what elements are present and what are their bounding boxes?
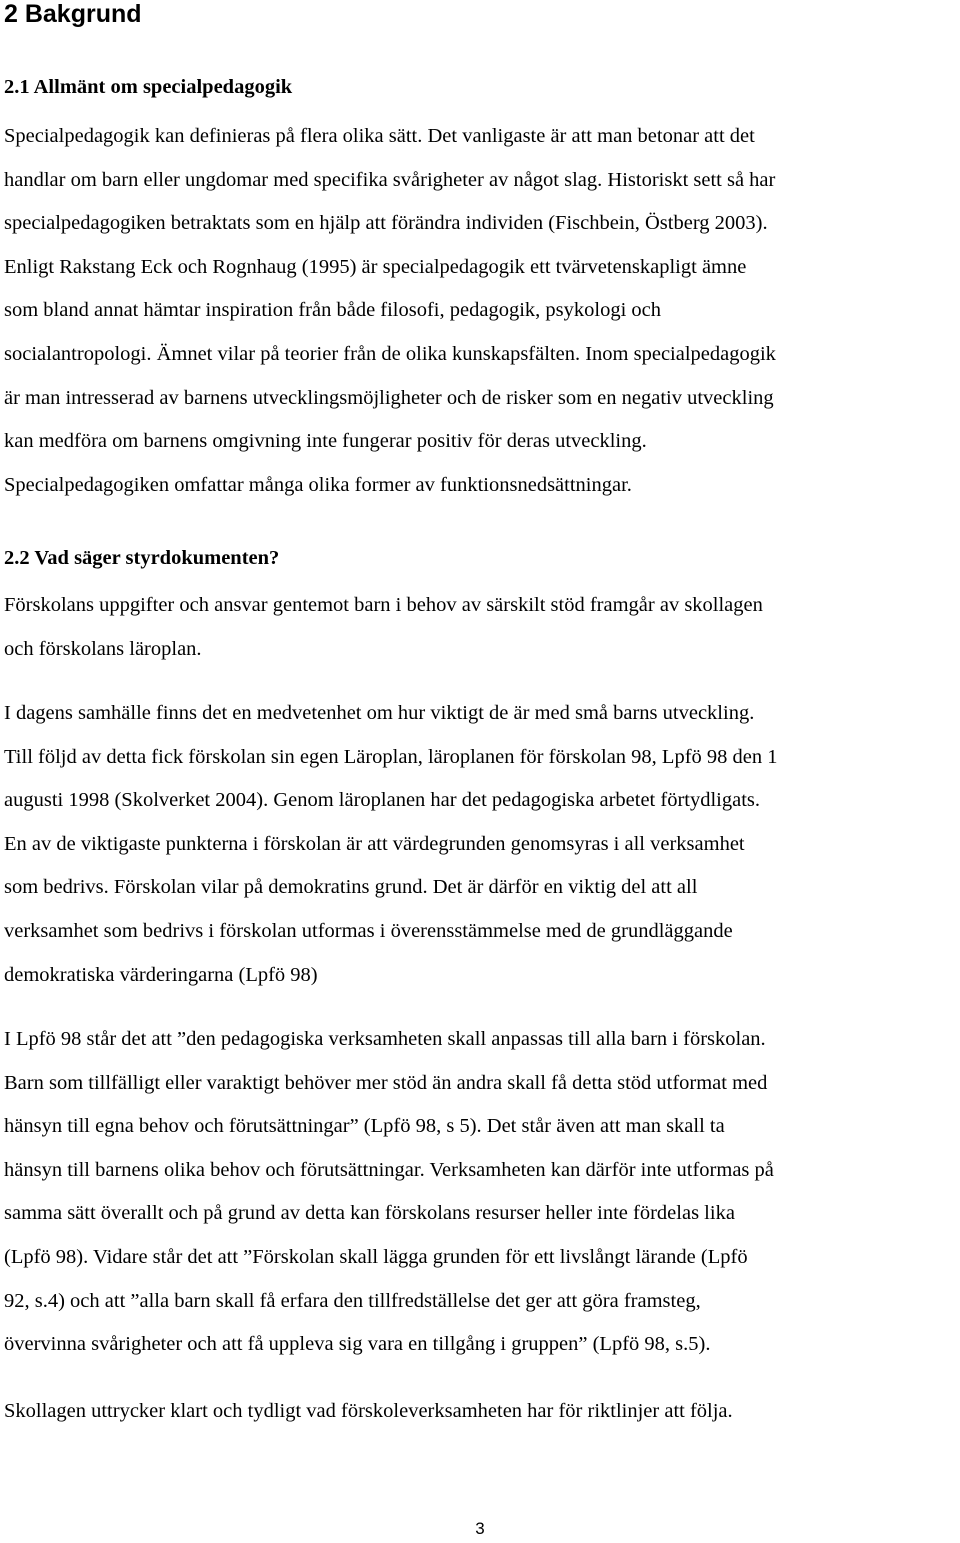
paragraph-specialpedagogik <box>4 115 776 507</box>
paragraph-lpfo-98 <box>4 1018 774 1367</box>
text-line: (Lpfö 98). Vidare står det att ”Förskolan skall lägga grunden för ett livslångt lärande (Lpfö <box>4 1245 748 1268</box>
text-line: övervinna svårigheter och att få uppleva sig vara en tillgång i gruppen” (Lpfö 98, s.5). <box>4 1333 711 1356</box>
text-line: Till följd av detta fick förskolan sin egen Läroplan, läroplanen för förskolan 98, Lpfö 98 den 1 <box>4 745 778 768</box>
chapter-heading: 2 Bakgrund <box>4 0 142 28</box>
text-line: hänsyn till egna behov och förutsättningar” (Lpfö 98, s 5). Det står även att man skall ta <box>4 1115 725 1138</box>
text-line: I dagens samhälle finns det en medvetenhet om hur viktigt de är med små barns utveckling. <box>4 702 755 724</box>
page-number: 3 <box>475 1519 485 1538</box>
text-line: som bland annat hämtar inspiration från både filosofi, pedagogik, psykologi och <box>4 299 661 322</box>
text-line: Skollagen uttrycker klart och tydligt vad förskoleverksamheten har för riktlinjer att följa. <box>4 1400 733 1422</box>
text-line: handlar om barn eller ungdomar med specifika svårigheter av något slag. Historiskt sett så har <box>4 168 776 191</box>
section-heading-1: 2.1 Allmänt om specialpedagogik <box>4 76 293 98</box>
text-line: verksamhet som bedrivs i förskolan utformas i överensstämmelse med de grundläggande <box>4 919 733 942</box>
text-line: augusti 1998 (Skolverket 2004). Genom läroplanen har det pedagogiska arbetet förtydligats. <box>4 789 761 812</box>
section-heading-2: 2.2 Vad säger styrdokumenten? <box>4 547 280 569</box>
text-line: samma sätt överallt och på grund av detta kan förskolans resurser heller inte fördelas lika <box>4 1202 735 1225</box>
text-line: kan medföra om barnens omgivning inte fungerar positiv för deras utveckling. <box>4 430 647 453</box>
text-line: Förskolans uppgifter och ansvar gentemot barn i behov av särskilt stöd framgår av skollagen <box>4 594 763 616</box>
text-line: I Lpfö 98 står det att ”den pedagogiska verksamheten skall anpassas till alla barn i förskolan. <box>4 1028 766 1050</box>
text-line: Specialpedagogiken omfattar många olika former av funktionsnedsättningar. <box>4 473 632 496</box>
text-line: Barn som tillfälligt eller varaktigt behöver mer stöd än andra skall få detta stöd utformat med <box>4 1071 768 1094</box>
paragraph-forskolans-uppgifter <box>4 584 763 671</box>
text-line: demokratiska värderingarna (Lpfö 98) <box>4 963 318 986</box>
text-line: 92, s.4) och att ”alla barn skall få erfara den tillfredställelse det ger att göra framsteg, <box>4 1289 701 1312</box>
text-line: En av de viktigaste punkterna i förskolan är att värdegrunden genomsyras i all verksamhet <box>4 832 745 855</box>
paragraph-dagens-samhalle <box>4 692 778 997</box>
text-line: Enligt Rakstang Eck och Rognhaug (1995) är specialpedagogik ett tvärvetenskapligt ämne <box>4 255 747 278</box>
paragraph-skollagen <box>4 1390 733 1434</box>
text-line: specialpedagogiken betraktats som en hjälp att förändra individen (Fischbein, Östberg 2003). <box>4 212 768 235</box>
text-line: och förskolans läroplan. <box>4 637 202 660</box>
text-line: är man intresserad av barnens utvecklingsmöjligheter och de risker som en negativ utveckling <box>4 386 774 409</box>
text-line: som bedrivs. Förskolan vilar på demokratins grund. Det är därför en viktig del att all <box>4 876 698 899</box>
text-line: socialantropologi. Ämnet vilar på teorier från de olika kunskapsfälten. Inom specialpedagogik <box>4 342 776 365</box>
text-line: hänsyn till barnens olika behov och förutsättningar. Verksamheten kan därför inte utformas på <box>4 1158 774 1181</box>
text-line: Specialpedagogik kan definieras på flera olika sätt. Det vanligaste är att man betonar att det <box>4 125 755 147</box>
